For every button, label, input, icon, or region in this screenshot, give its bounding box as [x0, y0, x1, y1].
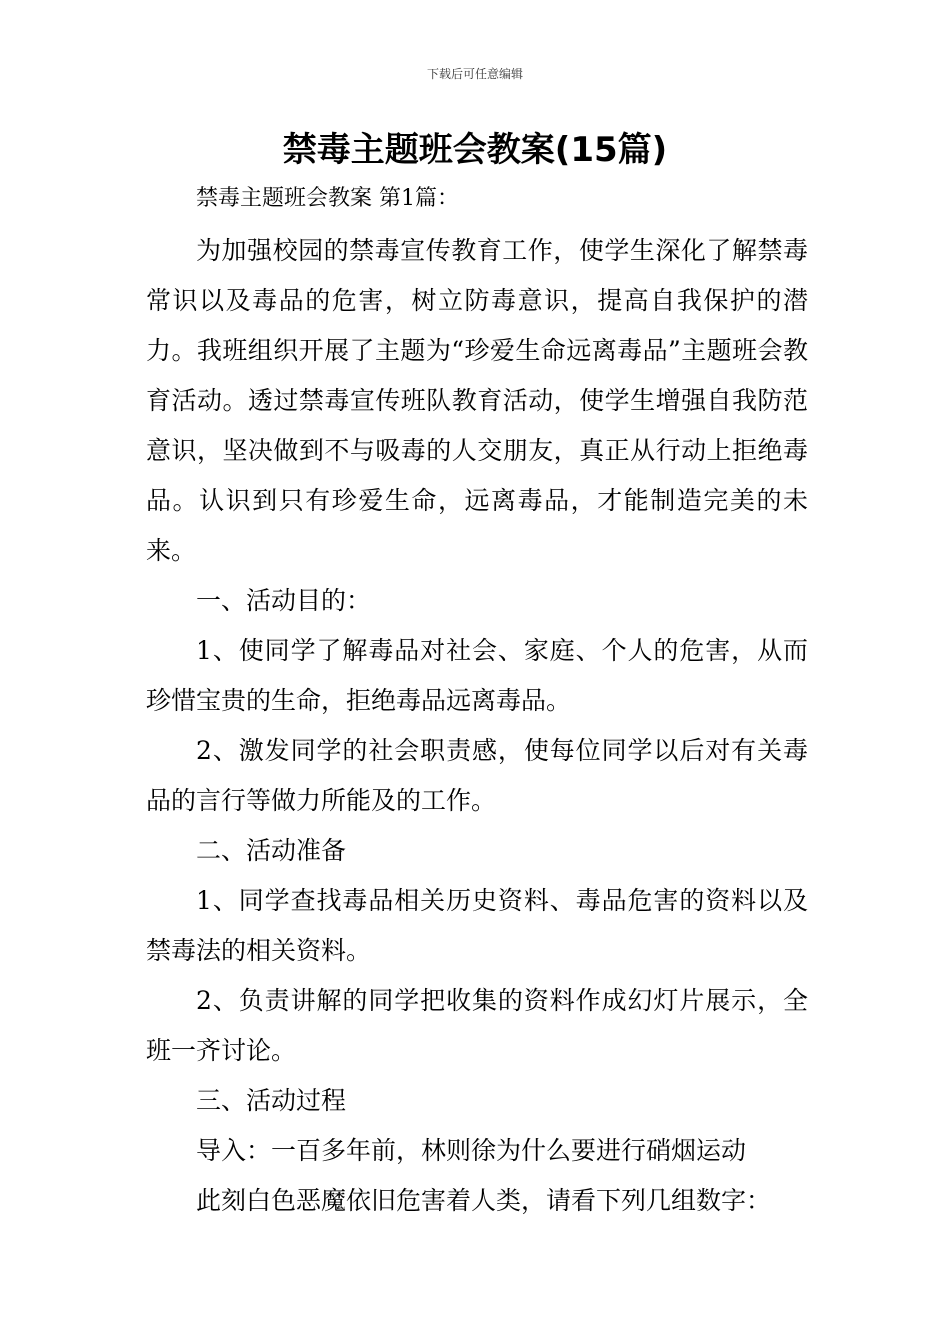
paragraph-goal-2: 2、激发同学的社会职责感，使每位同学以后对有关毒品的言行等做力所能及的工作。: [146, 736, 808, 815]
paragraph-heading-process: 三、活动过程: [196, 1086, 347, 1115]
paragraph-intro: 为加强校园的禁毒宣传教育工作，使学生深化了解禁毒常识以及毒品的危害，树立防毒意识，提高自我保护的潜力。我班组织开展了主题为“珍爱生命远离毒品”主题班会教育活动。透过禁毒宣传班队教育活动，使学生增强自我防范意识，坚决做到不与吸毒的人交朋友，真正从行动上拒绝毒品。认识到只有珍爱生命，远离毒品，才能制造完美的未来。: [146, 236, 808, 565]
paragraph-process-numbers: 此刻白色恶魔依旧危害着人类，请看下列几组数字：: [196, 1186, 772, 1215]
document-title: 禁毒主题班会教案(15篇): [282, 130, 668, 170]
header-note: 下载后可任意编辑: [426, 67, 523, 81]
section-subtitle: 禁毒主题班会教案 第1篇：: [196, 186, 459, 211]
paragraph-heading-goal: 一、活动目的：: [196, 586, 372, 615]
document-body: [146, 226, 808, 1226]
paragraph-process-intro: 导入：一百多年前，林则徐为什么要进行硝烟运动: [196, 1136, 747, 1165]
paragraph-prep-1: 1、同学查找毒品相关历史资料、毒品危害的资料以及禁毒法的相关资料。: [146, 886, 808, 965]
paragraph-goal-1: 1、使同学了解毒品对社会、家庭、个人的危害，从而珍惜宝贵的生命，拒绝毒品远离毒品。: [146, 636, 808, 715]
paragraph-heading-prep: 二、活动准备: [196, 836, 347, 865]
paragraph-prep-2: 2、负责讲解的同学把收集的资料作成幻灯片展示，全班一齐讨论。: [146, 986, 808, 1065]
